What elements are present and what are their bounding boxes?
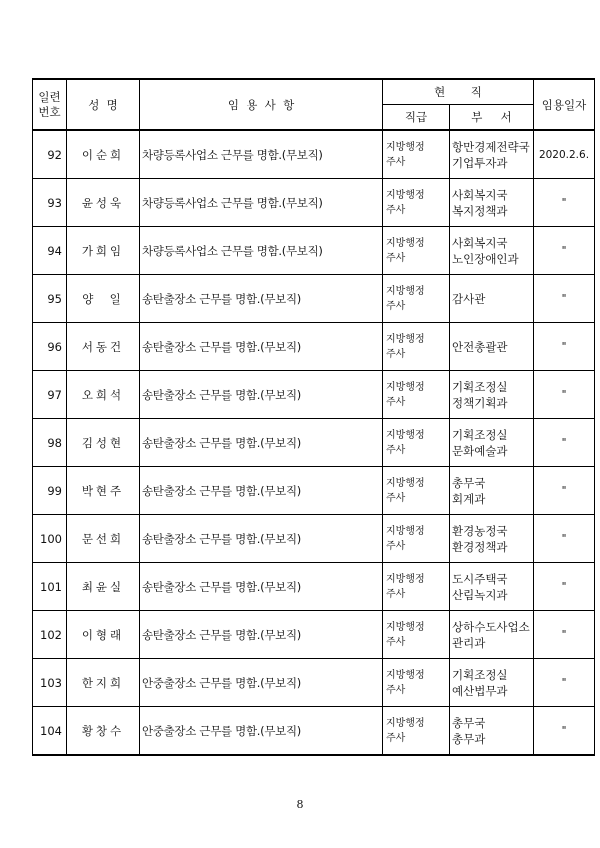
appointment-date: " bbox=[534, 611, 595, 659]
person-name: 이형래 bbox=[67, 611, 140, 659]
person-name: 양 일 bbox=[67, 275, 140, 323]
appointment-date: " bbox=[534, 563, 595, 611]
rank-line2: 주사 bbox=[386, 540, 406, 552]
serial-number: 99 bbox=[33, 467, 67, 515]
header-department: 부 서 bbox=[450, 105, 534, 131]
serial-number: 97 bbox=[33, 371, 67, 419]
table-row bbox=[33, 419, 595, 467]
department-cell bbox=[450, 467, 534, 515]
department-line1: 총무국 bbox=[452, 715, 486, 730]
person-name: 황창수 bbox=[67, 707, 140, 756]
table-body bbox=[33, 130, 595, 755]
header-current-position: 현 직 bbox=[383, 79, 534, 105]
rank-cell bbox=[383, 659, 450, 707]
rank-cell bbox=[383, 227, 450, 275]
table-row bbox=[33, 275, 595, 323]
person-name: 서동건 bbox=[67, 323, 140, 371]
department-line1: 사회복지국 bbox=[452, 235, 508, 250]
serial-number: 96 bbox=[33, 323, 67, 371]
department-cell bbox=[450, 275, 534, 323]
appointment-detail: 차량등록사업소 근무를 명함.(무보직) bbox=[140, 227, 383, 275]
table-row bbox=[33, 467, 595, 515]
rank-cell bbox=[383, 130, 450, 179]
header-name: 성 명 bbox=[67, 79, 140, 130]
appointment-detail: 송탄출장소 근무를 명함.(무보직) bbox=[140, 611, 383, 659]
serial-number: 98 bbox=[33, 419, 67, 467]
rank-line1: 지방행정 bbox=[386, 333, 425, 345]
person-name: 박현주 bbox=[67, 467, 140, 515]
serial-number: 94 bbox=[33, 227, 67, 275]
department-line2: 회계과 bbox=[452, 491, 486, 506]
serial-number: 92 bbox=[33, 130, 67, 179]
serial-number: 93 bbox=[33, 179, 67, 227]
department-line2: 복지정책과 bbox=[452, 203, 508, 218]
rank-cell bbox=[383, 563, 450, 611]
appointment-date: " bbox=[534, 371, 595, 419]
rank-line1: 지방행정 bbox=[386, 477, 425, 489]
department-line1: 총무국 bbox=[452, 475, 486, 490]
department-line1: 사회복지국 bbox=[452, 187, 508, 202]
department-line1: 환경농정국 bbox=[452, 523, 508, 538]
rank-cell bbox=[383, 179, 450, 227]
person-name: 최윤실 bbox=[67, 563, 140, 611]
table-row bbox=[33, 707, 595, 756]
header-serial-line1: 일련 bbox=[38, 89, 61, 104]
rank-line1: 지방행정 bbox=[386, 141, 425, 153]
table-row bbox=[33, 659, 595, 707]
rank-line2: 주사 bbox=[386, 444, 406, 456]
header-appointment: 임 용 사 항 bbox=[140, 79, 383, 130]
department-cell bbox=[450, 659, 534, 707]
rank-line2: 주사 bbox=[386, 492, 406, 504]
department-cell bbox=[450, 563, 534, 611]
rank-line2: 주사 bbox=[386, 684, 406, 696]
serial-number: 104 bbox=[33, 707, 67, 756]
department-line2: 예산법무과 bbox=[452, 683, 508, 698]
person-name: 가희임 bbox=[67, 227, 140, 275]
department-cell bbox=[450, 371, 534, 419]
department-line2: 환경정책과 bbox=[452, 539, 508, 554]
appointment-date: " bbox=[534, 275, 595, 323]
department-line1: 도시주택국 bbox=[452, 571, 508, 586]
rank-line1: 지방행정 bbox=[386, 717, 425, 729]
serial-number: 100 bbox=[33, 515, 67, 563]
appointment-detail: 송탄출장소 근무를 명함.(무보직) bbox=[140, 275, 383, 323]
rank-line1: 지방행정 bbox=[386, 285, 425, 297]
department-line2: 산림녹지과 bbox=[452, 587, 508, 602]
person-name: 한지희 bbox=[67, 659, 140, 707]
department-line2: 문화예술과 bbox=[452, 443, 508, 458]
table-row bbox=[33, 130, 595, 179]
rank-line2: 주사 bbox=[386, 300, 406, 312]
appointment-date: " bbox=[534, 707, 595, 756]
serial-number: 102 bbox=[33, 611, 67, 659]
appointment-detail: 송탄출장소 근무를 명함.(무보직) bbox=[140, 467, 383, 515]
rank-line2: 주사 bbox=[386, 396, 406, 408]
appointment-table bbox=[32, 78, 595, 756]
serial-number: 101 bbox=[33, 563, 67, 611]
appointment-detail: 송탄출장소 근무를 명함.(무보직) bbox=[140, 419, 383, 467]
department-line1: 상하수도사업소 bbox=[452, 619, 530, 634]
rank-line1: 지방행정 bbox=[386, 573, 425, 585]
rank-line1: 지방행정 bbox=[386, 669, 425, 681]
table-row bbox=[33, 323, 595, 371]
department-cell bbox=[450, 515, 534, 563]
rank-line2: 주사 bbox=[386, 204, 406, 216]
rank-cell bbox=[383, 323, 450, 371]
rank-cell bbox=[383, 707, 450, 756]
rank-line1: 지방행정 bbox=[386, 621, 425, 633]
rank-line1: 지방행정 bbox=[386, 381, 425, 393]
page-number: 8 bbox=[296, 798, 304, 811]
rank-cell bbox=[383, 371, 450, 419]
department-cell bbox=[450, 130, 534, 179]
appointment-date: " bbox=[534, 227, 595, 275]
rank-cell bbox=[383, 515, 450, 563]
appointment-date: 2020.2.6. bbox=[534, 130, 595, 179]
rank-line2: 주사 bbox=[386, 348, 406, 360]
department-cell bbox=[450, 179, 534, 227]
department-line2: 정책기획과 bbox=[452, 395, 508, 410]
rank-line2: 주사 bbox=[386, 156, 406, 168]
department-line2: 총무과 bbox=[452, 731, 486, 746]
person-name: 이순희 bbox=[67, 130, 140, 179]
appointment-detail: 차량등록사업소 근무를 명함.(무보직) bbox=[140, 130, 383, 179]
appointment-detail: 송탄출장소 근무를 명함.(무보직) bbox=[140, 371, 383, 419]
header-serial-number bbox=[33, 79, 67, 130]
department-cell bbox=[450, 707, 534, 756]
person-name: 문선희 bbox=[67, 515, 140, 563]
rank-line2: 주사 bbox=[386, 252, 406, 264]
table-header bbox=[33, 79, 595, 130]
appointment-date: " bbox=[534, 659, 595, 707]
appointment-detail: 송탄출장소 근무를 명함.(무보직) bbox=[140, 515, 383, 563]
serial-number: 103 bbox=[33, 659, 67, 707]
rank-line2: 주사 bbox=[386, 636, 406, 648]
table-row bbox=[33, 611, 595, 659]
person-name: 오희석 bbox=[67, 371, 140, 419]
appointment-date: " bbox=[534, 467, 595, 515]
appointment-date: " bbox=[534, 515, 595, 563]
rank-line1: 지방행정 bbox=[386, 189, 425, 201]
department-line1: 감사관 bbox=[452, 291, 486, 306]
appointment-date: " bbox=[534, 323, 595, 371]
rank-line2: 주사 bbox=[386, 732, 406, 744]
appointment-detail: 송탄출장소 근무를 명함.(무보직) bbox=[140, 563, 383, 611]
rank-line1: 지방행정 bbox=[386, 525, 425, 537]
person-name: 김성현 bbox=[67, 419, 140, 467]
table-row bbox=[33, 179, 595, 227]
header-serial-line2: 번호 bbox=[38, 104, 61, 119]
department-cell bbox=[450, 419, 534, 467]
appointment-detail: 안중출장소 근무를 명함.(무보직) bbox=[140, 659, 383, 707]
appointment-date: " bbox=[534, 179, 595, 227]
header-rank: 직급 bbox=[383, 105, 450, 131]
appointment-detail: 안중출장소 근무를 명함.(무보직) bbox=[140, 707, 383, 756]
rank-line1: 지방행정 bbox=[386, 429, 425, 441]
header-appointment-date: 임용일자 bbox=[534, 79, 595, 130]
rank-cell bbox=[383, 467, 450, 515]
department-line1: 안전총괄관 bbox=[452, 339, 508, 354]
department-line2: 기업투자과 bbox=[452, 155, 508, 170]
department-line2: 관리과 bbox=[452, 635, 486, 650]
department-line1: 기획조정실 bbox=[452, 379, 508, 394]
rank-line1: 지방행정 bbox=[386, 237, 425, 249]
department-line1: 기획조정실 bbox=[452, 427, 508, 442]
department-line1: 기획조정실 bbox=[452, 667, 508, 682]
table-row bbox=[33, 371, 595, 419]
department-cell bbox=[450, 227, 534, 275]
rank-cell bbox=[383, 419, 450, 467]
table-row bbox=[33, 515, 595, 563]
appointment-detail: 차량등록사업소 근무를 명함.(무보직) bbox=[140, 179, 383, 227]
rank-cell bbox=[383, 611, 450, 659]
rank-cell bbox=[383, 275, 450, 323]
table-row bbox=[33, 563, 595, 611]
appointment-date: " bbox=[534, 419, 595, 467]
department-cell bbox=[450, 611, 534, 659]
department-cell bbox=[450, 323, 534, 371]
department-line1: 항만경제전략국 bbox=[452, 139, 530, 154]
appointment-detail: 송탄출장소 근무를 명함.(무보직) bbox=[140, 323, 383, 371]
serial-number: 95 bbox=[33, 275, 67, 323]
department-line2: 노인장애인과 bbox=[452, 251, 519, 266]
person-name: 윤성욱 bbox=[67, 179, 140, 227]
table-row bbox=[33, 227, 595, 275]
rank-line2: 주사 bbox=[386, 588, 406, 600]
